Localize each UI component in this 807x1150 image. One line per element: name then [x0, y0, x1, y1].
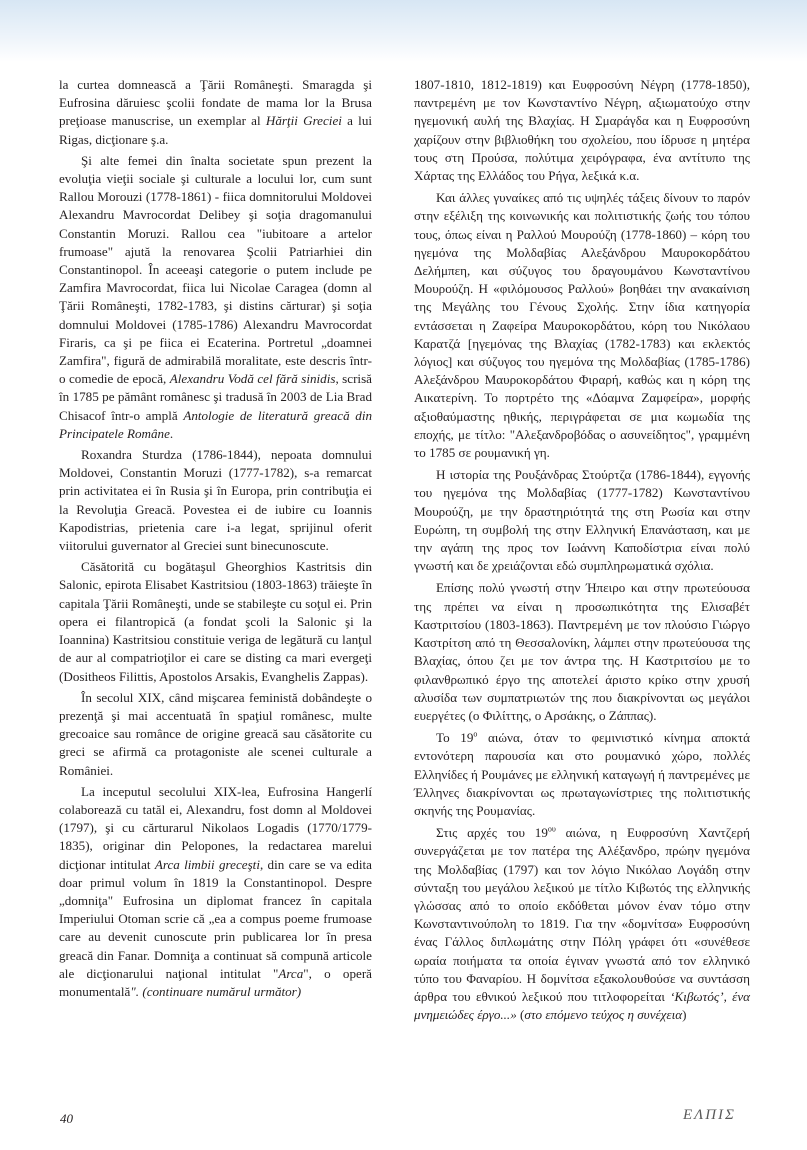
left-column — [59, 76, 372, 1001]
paragraph: Căsătorită cu bogătaşul Gheorghios Kastritsis din Salonic, epirota Elisabet Kastritsiou (1803-1863) trăieşte în capitala Ţării Româneşti, unde se stabileşte cu soţul ei. Prin opera ei filantropică (a fondat şcoli la Salonic şi la Ioannina) Kastritsiou constituie veriga de legătură cu lanţul de aur al compatrioţilor ei care se disting ca mari evergeţi (Dositheos Filittis, Apostolos Arsakis, Evanghelis Zappas). — [59, 559, 372, 684]
italic-title: Hărţii Greciei — [265, 113, 342, 129]
text-run: ) — [682, 1007, 687, 1023]
paragraph — [59, 783, 372, 1001]
right-column — [414, 76, 750, 1024]
paragraph: 1807-1810, 1812-1819) και Ευφροσύνη Νέγρη (1778-1850), παντρεμένη με τον Κωνσταντίνο Νέγρη, αξιωματούχο στην ηγεμονική αυλή της Βλαχίας. Η Σμαράγδα και η Ευφροσύνη χαρίζουν στην βιβλιοθήκη του σχολείου, που ίδρυσε η μητέρα τους στη Προύσα, πολύτιμα χειρόγραφα, ένα αντίτυπο της Χάρτας της Ελλάδος του Ρήγα, λεξικά κ.α. — [414, 77, 750, 184]
paragraph — [414, 729, 750, 820]
text-run: la curtea domnească a Ţării Româneşti. Smaragda şi Eufrosina dăruiesc şcolii fondate de mama lor la Brusa preţioase manuscrise, un exemplar al — [59, 77, 372, 129]
text-run: a lui Rigas, dicţionare ş.a. — [59, 113, 373, 147]
text-run: , din care se va edita doar primul volum în 1819 la Constantinopol. Despre „domniţa" Eufrosina un diplomat francez în capitala Imperiului Otoman scrie că „ea a compus poeme frumoase care au devenit cunoscute prin publicarea lor în presa greacă din Fanar. Domniţa a continuat să compună articole ale dicţionarului naţional intitulat " — [59, 856, 372, 981]
magazine-logo: ΕΛΠΙΣ — [683, 1107, 736, 1123]
continuation-note: ) — [296, 983, 302, 999]
paragraph: Η ιστορία της Ρουξάνδρας Στούρτζα (1786-1844), εγγονής του ηγεμόνα της Μολδαβίας (1777-1782) Κωνσταντίνου Μουρούζη, με την δραστηριότητά της στη Ρωσία και στην Ευρώπη, τη συμβολή της στην Ελληνική Επανάσταση, και με την αγάπη της προς τον Ιωάννη Καποδίστρια είναι πολύ γνωστή και δε χρειάζονται εδώ συμπληρωματικά σχόλια. — [414, 467, 750, 574]
text-run: Şi alte femei din înalta societate spun prezent la evoluţia vieţii sociale şi culturale a locului lor, cum sunt Rallou Morouzi (1778-1861) - fiica domnitorului Moldovei Alexandru Mavrocordat Delibey şi soţia dragomanului Constantin Moruzi. Rallou cea "iubitoare a artelor frumoase" ajută la renovarea Şcolii Patriarhiei din Constantinopol. În aceeaşi categorie o putem include pe Zamfira Mavrocordat, fiica lui Nicolae Caragea (domn al Ţării Româneşti, 1782-1783, şi distins cărturar) şi soţia domnului Moldovei (1785-1786) Alexandru Mavrocordat Firaris, ca şi pe fiica ei Ecaterina. Portretul „doamnei Zamfira", figură de admirabilă moralitate, este descris într-o comedie de epocă, — [59, 152, 372, 387]
paragraph — [59, 76, 372, 149]
italic-text: ". ( — [130, 983, 147, 999]
text-run: . — [169, 425, 174, 441]
italic-text: continuare numărul următor — [146, 983, 297, 999]
paragraph: Roxandra Sturdza (1786-1844), nepoata domnului Moldovei, Constantin Moruzi (1777-1782), s-a remarcat prin activitatea ei în Rusia şi în Europa, prin contribuţia ei la Revoluţia Greacă. Povestea ei de iubire cu Ioannis Kapodistrias, prietenia care i-a legat, sprijinul oferit viitorului guvernator al Greciei sunt binecunoscute. — [59, 447, 372, 554]
text-run: αιώνα, όταν το φεμινιστικό κίνημα αποκτά εντονότερη παρουσία και στο ρουμανικό χώρο, πολλές Ελληνίδες ή Ρουμάνες με ελληνική καταγωγή ή παντρεμένες με Έλληνες διακρίνονται ως πρωταγωνίστριες της πολιτιστικής σκηνής της Ρουμανίας. — [414, 730, 750, 818]
text-run: ", o operă monumentală — [59, 965, 372, 999]
continuation-note: στο επόμενο τεύχος η συνέχεια — [524, 1007, 683, 1023]
italic-title: Alexandru Vodă cel fără sinidis — [169, 371, 336, 387]
text-run: La inceputul secolului XIX-lea, Eufrosina Hangerlí colaborează cu tatăl ei, Alexandru, fost domn al Moldovei (1797), şi cu cărturarul Nikolaos Logadis (1770/1779-1835), originar din Pelopones, la redactarea marelui dicţionar intitulat — [59, 783, 372, 872]
paragraph: Επίσης πολύ γνωστή στην Ήπειρο και στην πρωτεύουσα της πρέπει να είναι η προσωπικότητα της Ελισαβέτ Καστριτσίου (1803-1863). Παντρεμένη με τον πλούσιο Γιώργο Καστρίτση από τη Θεσσαλονίκη, λάμπει στην πρωτεύουσα της Βλαχίας, όπου ζει με τον άντρα της. Η Καστριτσίου με το φιλανθρωπικό έργο της αποτελεί άριστο κρίκο στην χρυσή αλυσίδα των συμπατριωτών της που διακρίνονται ως μεγάλοι ευεργέτες (ο Φιλίττης, ο Αρσάκης, ο Ζάππας). — [414, 580, 750, 723]
paragraph: În secolul XIX, când mişcarea feministă dobândeşte o prezenţă şi mai accentuată în spaţiul românesc, multe grecoaice sau românce de origine greacă sau căsătorite cu greci se afirmă ca protagoniste ale scenei culturale a României. — [59, 689, 372, 778]
italic-title: Arca — [278, 965, 304, 981]
superscript: ο — [473, 729, 478, 739]
superscript: ου — [547, 824, 556, 834]
italic-title: ‘Κιβωτός’, ένα μνημειώδες έργο...» — [414, 988, 750, 1023]
header-band — [0, 0, 807, 62]
italic-title: Arca limbii greceşti — [154, 856, 260, 872]
paragraph — [414, 824, 750, 1024]
paragraph: Και άλλες γυναίκες από τις υψηλές τάξεις δίνουν το παρόν στην εξέλιξη της κοινωνικής και πολιτιστικής ζωής του τόπου τους, όπως είναι η Ραλλού Μουρούζη (1778-1860) – κόρη του ηγεμόνα της Μολδαβίας Αλεξάνδρου Μαυροκορδάτου Δελήμπεη, και σύζυγος του δραγουμάνου Κωνσταντίνου Μουρούζη. Η «φιλόμουσος Ραλλού» βοηθάει την ανακαίνιση της Μεγάλης του Γένους Σχολής. Στην ίδια κατηγορία εντάσσεται η Ζαφείρα Μαυροκορδάτου, κόρη του Νικόλαου Καρατζά [ηγεμόνας της Βλαχίας (1782-1783) και εκλεκτός λόγιος] και σύζυγος του ηγεμόνα της Μολδαβίας (1785-1786) Αλεξάνδρου Μαυροκορδάτου Φιραρή, καθώς και η κόρη της Αικατερίνη. Το πορτρέτο της «Δόαμνα Ζαμφείρα», μορφής αξιοθαύμαστης ηθικής, περιγράφεται σε μια κωμωδία της εποχής, με τίτλο: "Αλεξανδροβόδας ο ασυνείδητος", γραμμένη το 1785 σε ρουμανική γη. — [414, 190, 750, 461]
text-run: Το 19 — [436, 730, 474, 746]
page-number: 40 — [60, 1111, 73, 1126]
italic-title: Antologie de literatură greacă din Principatele Române — [59, 407, 372, 441]
paragraph — [59, 152, 372, 443]
text-run: , scrisă în 1785 pe pământ românesc şi tradusă în 2003 de Lia Brad Chisacof într-o amplă — [59, 371, 372, 423]
text-run: αιώνα, η Ευφροσύνη Χαντζερή συνεργάζεται με τον πατέρα της Αλέξανδρο, πρώην ηγεμόνα της Μολδαβίας (1797) και τον λόγιο Νικόλαο Λογάδη στην σύνταξη του μεγάλου λεξικού με τίτλο Κιβωτός της ελληνικής γλώσσας από το οποίο εκδόθεται μόνον έναν τόμο στην Κωνσταντινούπολη το 1819. Για την «δομνίτσα» Ευφροσύνη ένας Γάλλος διπλωμάτης στην Πόλη γράφει ότι «συνέθεσε ωραία ποιήματα τα οποία έγιναν γνωστά από τον ελληνικό τύπο του Φαναρίου. Η δομνίτσα εξακολουθούσε να συντάσση άρθρα του εθνικού λεξικού που τιτλοφορείται — [414, 825, 750, 1004]
text-run: ( — [516, 1007, 525, 1023]
text-run: Στις αρχές του 19 — [436, 825, 548, 841]
